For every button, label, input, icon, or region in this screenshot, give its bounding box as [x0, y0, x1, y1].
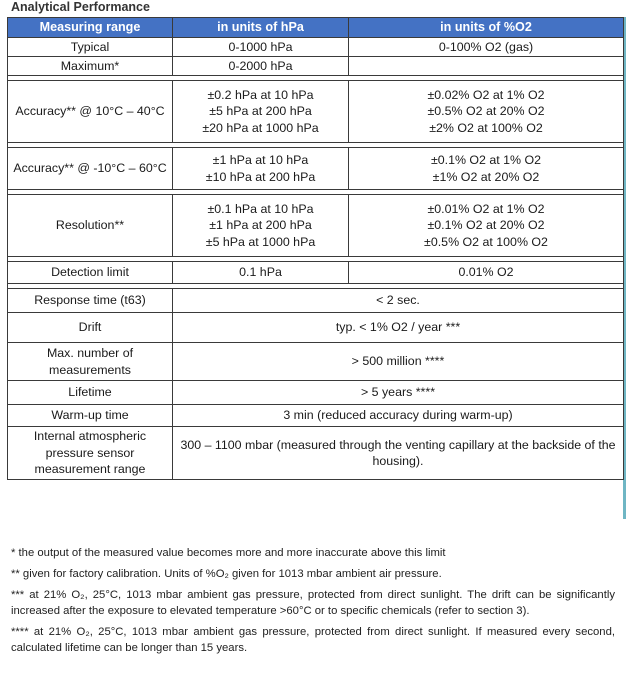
- table-row-resolution: [8, 195, 624, 257]
- cell-value: 300 – 1100 mbar (measured through the venting capillary at the backside of the housing).: [173, 427, 624, 480]
- row-label: Internal atmospheric pressure sensor measurement range: [8, 427, 173, 480]
- cell-hpa: [173, 195, 349, 257]
- cell-line: ±10 hPa at 200 hPa: [205, 169, 316, 184]
- cell-hpa: [173, 148, 349, 190]
- table-row-lifetime: [8, 381, 624, 405]
- row-label: Drift: [8, 313, 173, 343]
- cell-hpa: 0.1 hPa: [173, 262, 349, 284]
- row-label: Accuracy** @ 10°C – 40°C: [8, 81, 173, 143]
- cell-line: ±1% O2 at 20% O2: [432, 169, 540, 184]
- table-row-warmup: [8, 405, 624, 427]
- table-row-response-time: [8, 289, 624, 313]
- row-label: Maximum*: [8, 57, 173, 76]
- footnote-2: ** given for factory calibration. Units of %O₂ given for 1013 mbar ambient air pressure.: [11, 568, 442, 580]
- cell-value: > 500 million ****: [173, 343, 624, 381]
- header-o2: in units of %O2: [349, 18, 624, 38]
- table-row-detection-limit: [8, 262, 624, 284]
- cell-value: typ. < 1% O2 / year ***: [173, 313, 624, 343]
- cell-line: ±0.01% O2 at 1% O2: [427, 201, 545, 216]
- footnotes: [11, 545, 615, 661]
- table-header-row: [8, 18, 624, 38]
- cell-o2: [349, 195, 624, 257]
- cell-line: ±5 hPa at 1000 hPa: [205, 234, 316, 249]
- table-row-maximum: [8, 57, 624, 76]
- cell-line: ±0.02% O2 at 1% O2: [427, 87, 545, 102]
- footnote-1: * the output of the measured value becomes more and more inaccurate above this limit: [11, 547, 446, 559]
- cell-value: > 5 years ****: [173, 381, 624, 405]
- table-row-typical: [8, 38, 624, 57]
- cell-line: ±0.1% O2 at 1% O2: [430, 153, 542, 167]
- cell-o2: 0-100% O2 (gas): [349, 38, 624, 57]
- section-title: Analytical Performance: [11, 0, 150, 14]
- cell-line: ±0.5% O2 at 20% O2: [427, 104, 545, 119]
- cell-line: ±5 hPa at 200 hPa: [209, 104, 312, 119]
- row-label: Detection limit: [8, 262, 173, 284]
- cell-o2: [349, 57, 624, 76]
- cell-line: ±1 hPa at 200 hPa: [209, 218, 312, 233]
- cell-line: ±0.1% O2 at 20% O2: [427, 218, 545, 233]
- row-label: Lifetime: [8, 381, 173, 405]
- analytical-performance-table: [7, 17, 624, 480]
- row-label: Response time (t63): [8, 289, 173, 313]
- row-label: Max. number of measurements: [8, 343, 173, 381]
- cell-value: 3 min (reduced accuracy during warm-up): [173, 405, 624, 427]
- cell-line: ±1 hPa at 10 hPa: [212, 153, 309, 167]
- table-row-max-measurements: [8, 343, 624, 381]
- footnote-4: **** at 21% O₂, 25°C, 1013 mbar ambient gas pressure, protected from direct sunlight. If measured every second, calculated lifetime can be longer than 15 years.: [11, 626, 615, 654]
- cell-line: ±0.5% O2 at 100% O2: [424, 234, 548, 249]
- table-row-accuracy-minus10-60: [8, 148, 624, 190]
- cell-line: ±2% O2 at 100% O2: [429, 120, 543, 135]
- cell-o2: [349, 81, 624, 143]
- cell-line: ±20 hPa at 1000 hPa: [202, 120, 319, 135]
- footnote-3: *** at 21% O₂, 25°C, 1013 mbar ambient gas pressure, protected from direct sunlight. The drift can be significantly increased after the exposure to elevated temperature >60°C or to specific chemicals (refer to section 3).: [11, 589, 615, 617]
- table-row-internal-sensor: [8, 427, 624, 480]
- cell-hpa: 0-2000 hPa: [173, 57, 349, 76]
- cell-o2: 0.01% O2: [349, 262, 624, 284]
- cell-o2: [349, 148, 624, 190]
- table-row-drift: [8, 313, 624, 343]
- header-hpa: in units of hPa: [173, 18, 349, 38]
- table-row-accuracy-10-40: [8, 81, 624, 143]
- cell-hpa: [173, 81, 349, 143]
- row-label: Typical: [8, 38, 173, 57]
- cell-line: ±0.1 hPa at 10 hPa: [207, 201, 314, 216]
- cell-hpa: 0-1000 hPa: [173, 38, 349, 57]
- row-label: Resolution**: [8, 195, 173, 257]
- cell-value: < 2 sec.: [173, 289, 624, 313]
- header-measuring-range: Measuring range: [8, 18, 173, 38]
- row-label: Warm-up time: [8, 405, 173, 427]
- cell-line: ±0.2 hPa at 10 hPa: [207, 87, 314, 102]
- row-label: Accuracy** @ -10°C – 60°C: [8, 148, 173, 190]
